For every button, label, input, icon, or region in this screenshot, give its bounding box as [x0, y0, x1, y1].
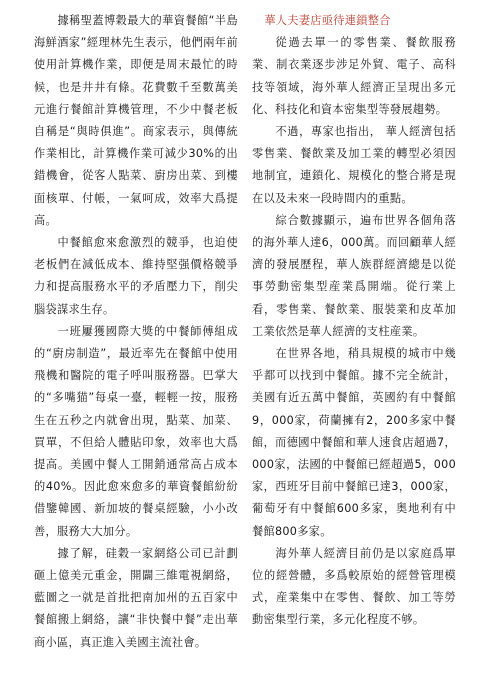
paragraph: 海外華人經濟目前仍是以家庭爲單位的經營體，多爲較原始的經營管理模式，産業集中在零售、餐飲、加工等勞動密集型行業，多元化程度不够。	[252, 546, 456, 627]
paragraph: 在世界各地，稍具規模的城市中幾乎都可以找到中餐館。據不完全統計，美國有近五萬中餐館，英國約有中餐館9，000家，荷蘭擁有2，200多家中餐館，而德國中餐館和華人速食店超過7，000家，法國的中餐館已經超過5，000家，西班牙目前中餐館已達3，000家，葡萄牙有中餐館600多家，奥地利有中餐館800多家。	[252, 347, 456, 538]
paragraph: 據了解，硅穀一家網絡公司已計劃砸上億美元重金，開闢三維電視網絡，藍圖之一就是首批把南加州的五百家中餐館搬上網絡，讓“非快餐中餐”走出華商小區，真正進入美國主流社會。	[34, 546, 238, 649]
paragraph: 不過，專家也指出， 華人經濟包括零售業、餐飲業及加工業的轉型必須因地制宜，連鎖化、規模化的整合將是現在以及未來一段時間内的重點。	[252, 125, 456, 205]
paragraph: 從過去單一的零售業、餐飲服務業、制衣業逐步涉足外貿、電子、高科技等領域，海外華人經濟正呈現出多元化、科技化和資本密集型等發展趨勢。	[252, 36, 456, 116]
paragraph: 一班屢獲國際大獎的中餐師傅組成的“廚房制造”，最近率先在餐館中使用飛機和醫院的電子呼叫服務器。巴掌大的“多嘴猫”每桌一臺，輕輕一按，服務生在五秒之内就會出現，點菜、加菜、買單，不但給人體貼印象，效率也大爲提高。美國中餐人工開銷通常高占成本的40%。因此愈來愈多的華資餐館紛紛借鑒韓國、新加坡的餐桌經驗，小小改善，服務大大加分。	[34, 324, 238, 538]
paragraph: 據稱聖蓋博穀最大的華資餐館“半島海鮮酒家”經理林先生表示，他們兩年前使用計算機作業，即便是周末最忙的時候，也是井井有條。花費數千至數萬美元進行餐館計算機管理，不少中餐老板自稱是“與時俱進”。商家表示，與傳統作業相比，計算機作業可減少30%的出錯機會，從客人點菜、廚房出菜、到樓面核單、付帳，一氣呵成，效率大爲提高。	[34, 14, 238, 227]
right-column	[252, 10, 456, 632]
paragraph: 中餐館愈來愈激烈的競爭，也迫使老板們在減低成本、維持堅强價格競爭力和提高服務水平的矛盾壓力下，削尖腦袋謀求生存。	[34, 236, 238, 316]
left-column	[34, 10, 238, 654]
paragraph: 綜合數據顯示，遍布世界各個角落的海外華人達6，000萬。而回顧華人經濟的發展歷程，華人族群經濟總是以從事勞動密集型産業爲開端。從行業上看，零售業、餐飲業、服裝業和皮革加工業依然是華人經濟的支柱産業。	[252, 213, 456, 338]
section-heading: 華人夫妻店亟待連鎖整合	[264, 14, 391, 27]
